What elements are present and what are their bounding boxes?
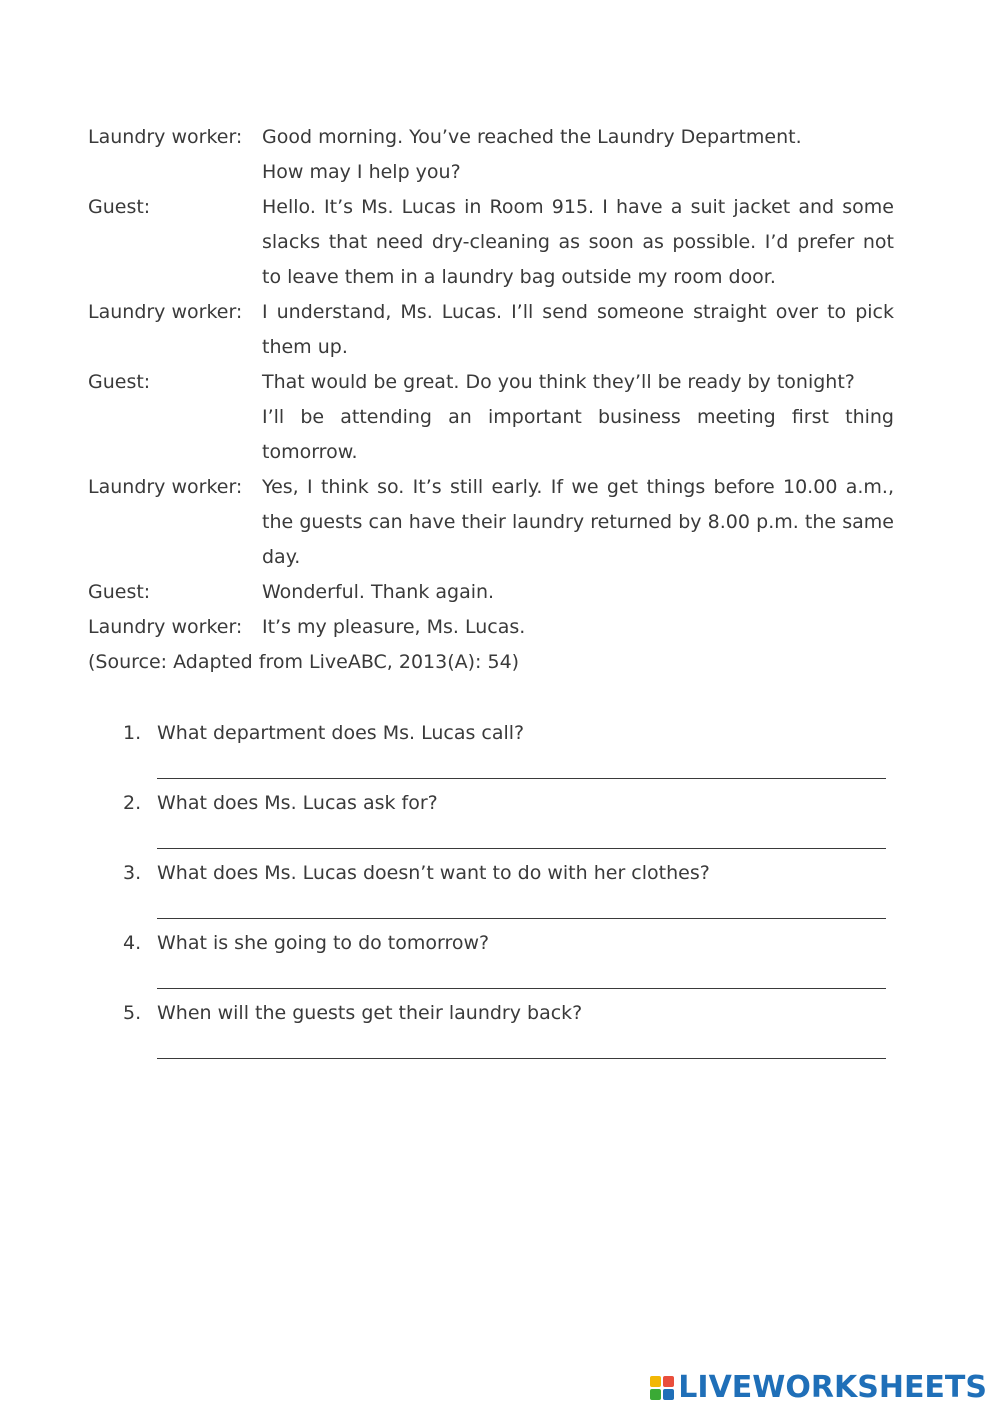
- question-number: 4.: [123, 932, 142, 954]
- speaker-label: Laundry worker:: [88, 126, 243, 148]
- dialogue-turn: [88, 365, 894, 470]
- question-item: [123, 926, 888, 996]
- speaker-label: Guest:: [88, 196, 151, 218]
- speaker-label: Laundry worker:: [88, 301, 243, 323]
- question-number: 3.: [123, 862, 142, 884]
- speaker-label: Guest:: [88, 581, 151, 603]
- speech-line: Good morning. You’ve reached the Laundry Department.: [262, 126, 802, 148]
- question-item: [123, 856, 888, 926]
- question-number: 2.: [123, 792, 142, 814]
- liveworksheets-brand[interactable]: [650, 1371, 987, 1405]
- logo-square: [650, 1389, 661, 1400]
- answer-input-line[interactable]: [157, 968, 886, 989]
- speech: [262, 610, 894, 645]
- speech: [262, 295, 894, 365]
- source-citation: (Source: Adapted from LiveABC, 2013(A): 54): [88, 651, 520, 673]
- dialogue-turn: [88, 190, 894, 295]
- brand-name: LIVEWORKSHEETS: [678, 1370, 987, 1405]
- dialogue-turn: [88, 120, 894, 190]
- speech: [262, 120, 894, 190]
- question-number: 1.: [123, 722, 142, 744]
- question-text: What department does Ms. Lucas call?: [157, 722, 525, 744]
- question-number: 5.: [123, 1002, 142, 1024]
- dialogue-turn: [88, 575, 894, 610]
- speech-line: How may I help you?: [262, 161, 461, 183]
- answer-input-line[interactable]: [157, 898, 886, 919]
- question-item: [123, 716, 888, 786]
- speech-line: It’s my pleasure, Ms. Lucas.: [262, 616, 526, 638]
- question-text: What is she going to do tomorrow?: [157, 932, 490, 954]
- liveworksheets-logo-icon: [650, 1376, 674, 1400]
- speaker-label: Laundry worker:: [88, 616, 243, 638]
- speaker-label: Laundry worker:: [88, 476, 243, 498]
- question-text: What does Ms. Lucas doesn’t want to do with her clothes?: [157, 862, 710, 884]
- question-list: [123, 716, 888, 1066]
- logo-square: [663, 1389, 674, 1400]
- logo-square: [663, 1376, 674, 1387]
- speech: [262, 575, 894, 610]
- speech-line: I understand, Ms. Lucas. I’ll send someone straight over to pick them up.: [262, 301, 894, 358]
- question-item: [123, 786, 888, 856]
- speaker-label: Guest:: [88, 371, 151, 393]
- speech-line: Wonderful. Thank again.: [262, 581, 495, 603]
- question-item: [123, 996, 888, 1066]
- dialogue-turn: [88, 295, 894, 365]
- logo-square: [650, 1376, 661, 1387]
- speech: [262, 470, 894, 575]
- dialogue: [88, 120, 894, 680]
- dialogue-turn: [88, 470, 894, 575]
- speech-line: Yes, I think so. It’s still early. If we get things before 10.00 a.m., the guests can have their laundry returned by 8.00 p.m. the same day.: [262, 476, 894, 568]
- answer-input-line[interactable]: [157, 758, 886, 779]
- dialogue-turn: [88, 610, 894, 645]
- speech: [262, 365, 894, 470]
- speech-line: I’ll be attending an important business meeting first thing tomorrow.: [262, 406, 894, 463]
- speech: [262, 190, 894, 295]
- speech-line: That would be great. Do you think they’ll be ready by tonight?: [262, 371, 855, 393]
- answer-input-line[interactable]: [157, 1038, 886, 1059]
- answer-input-line[interactable]: [157, 828, 886, 849]
- question-text: When will the guests get their laundry back?: [157, 1002, 583, 1024]
- question-text: What does Ms. Lucas ask for?: [157, 792, 438, 814]
- speech-line: Hello. It’s Ms. Lucas in Room 915. I have a suit jacket and some slacks that need dry-cleaning as soon as possible. I’d prefer not to leave them in a laundry bag outside my room door.: [262, 196, 894, 288]
